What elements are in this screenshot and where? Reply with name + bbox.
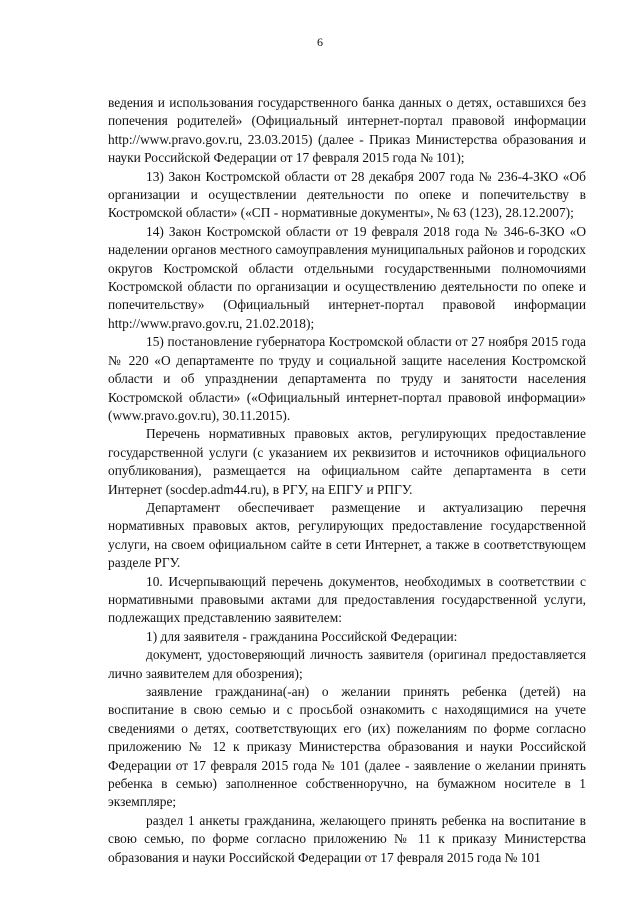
paragraph-questionnaire: раздел 1 анкеты гражданина, желающего принять ребенка на воспитание в свою семью, по форме согласно приложению № 11 к приказу Министерства образования и науки Российской Федерации от 17 февраля 2015 года № 101 [108, 812, 586, 865]
document-body [108, 94, 586, 867]
paragraph-acts-list-publication: Перечень нормативных правовых актов, регулирующих предоставление государственной услуги (с указанием их реквизитов и источников официального опубликования), размещается на официальном сайте департамента в сети Интернет (socdep.adm44.ru), в РГУ, на ЕПГУ и РПГУ. [108, 426, 586, 497]
paragraph-subitem-1: 1) для заявителя - гражданина Российской Федерации: [146, 628, 458, 644]
paragraph-department-updates: Департамент обеспечивает размещение и актуализацию перечня нормативных правовых актов, регулирующих предоставление государственной услуги, на своем официальном сайте в сети Интернет, а также в соответствующем разделе РГУ. [108, 499, 586, 571]
paragraph-section-10: 10. Исчерпывающий перечень документов, необходимых в соответствии с нормативными правовыми актами для предоставления государственной услуги, подлежащих представлению заявителем: [108, 573, 586, 626]
paragraph-item-13: 13) Закон Костромской области от 28 декабря 2007 года № 236-4-ЗКО «Об организации и осуществлении деятельности по опеке и попечительству в Костромской области» («СП - нормативные документы», № 63 (123), 28.12.2007); [108, 168, 586, 221]
paragraph-item-15: 15) постановление губернатора Костромской области от 27 ноября 2015 года № 220 «О департаменте по труду и социальной защите населения Костромской области и об упразднении департамента по труду и занятости населения Костромской области» («Официальный интернет-портал правовой информации» (www.pravo.gov.ru), 30.11.2015). [108, 334, 586, 423]
paragraph-order-reference: ведения и использования государственного банка данных о детях, оставшихся без попечения родителей» (Официальный интернет-портал правовой информации http://www.pravo.gov.ru, 23.03.2015) (далее - Приказ Министерства образования и науки Российской Федерации от 17 февраля 2015 года № 101); [108, 95, 586, 166]
paragraph-application: заявление гражданина(-ан) о желании принять ребенка (детей) на воспитание в свою семью и с просьбой ознакомить с находящимися на учете сведениями о детях, соответствующих его (их) пожеланиям по форме согласно приложению № 12 к приказу Министерства образования и науки Российской Федерации от 17 февраля 2015 года № 101 (далее - заявление о желании принять ребенка в семью) заполненное собственноручно, на бумажном носителе в 1 экземпляре; [108, 684, 586, 810]
page-number: 6 [317, 35, 323, 49]
paragraph-item-14: 14) Закон Костромской области от 19 февраля 2018 года № 346-6-ЗКО «О наделении органов местного самоуправления муниципальных районов и городских округов Костромской области отдельными государственными полномочиями Костромской области по организации и осуществлению деятельности по опеке и попечительству» (Официальный интернет-портал правовой информации http://www.pravo.gov.ru, 21.02.2018); [108, 223, 586, 331]
paragraph-identity-document: документ, удостоверяющий личность заявителя (оригинал предоставляется лично заявителем для обозрения); [108, 647, 586, 681]
